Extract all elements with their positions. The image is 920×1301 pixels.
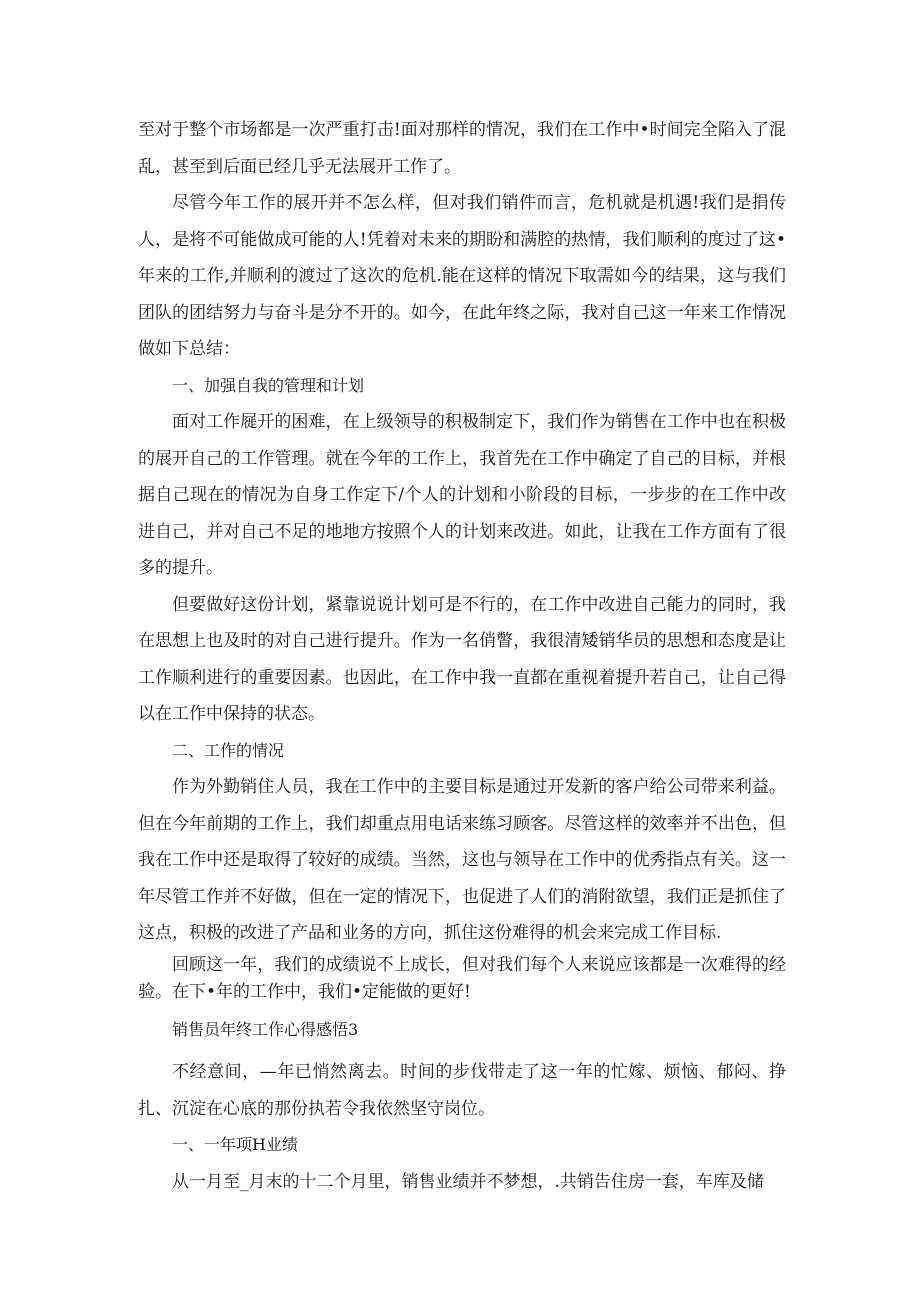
paragraph-performance: 从一月至_月末的十二个月里，销售业绩并不梦想，.共销告住房一套，车库及储 xyxy=(172,1171,764,1192)
paragraph-intro: 至对于整个市场都是一次严重打击!面对那样的情况，我们在工作中•时间完全陷入了混乱，甚至到后面已经几乎无法展开工作了。 xyxy=(138,120,786,177)
document-body xyxy=(138,112,786,1200)
section-heading-performance: 一、一年项H业绩 xyxy=(172,1135,298,1154)
article-title: 销售员年终工作心得感悟3 xyxy=(172,1019,359,1039)
section-heading-management: 一、加强自我的管理和计划 xyxy=(172,375,365,395)
paragraph-review: 回顾这一年，我们的成绩说不上成长，但对我们每个人来说应该都是一次难得的经验。在下•年的工作中，我们•定能做的更好! xyxy=(138,954,786,1002)
paragraph-reflection: 不经意间，—年已悄然离去。时间的步伐带走了这一年的忙嫁、烦恼、郁闷、挣扎、沉淀在心底的那份执若令我依然坚守岗位。 xyxy=(138,1062,786,1119)
paragraph-work: 作为外勤销住人员，我在工作中的主要目标是通过开发新的客户给公司带来利益。但在今年前期的工作上，我们却重点用电话来练习顾客。尽管这样的效率并不出色，但我在工作中还是取得了较好的成绩。当然，这也与领导在工作中的优秀指点有关。这一年尽管工作并不好做，但在一定的情况下，也促进了人们的消附欲望，我们正是抓住了这点，积极的改进了产品和业务的方向，抓住这份难得的机会来完成工作目标. xyxy=(138,777,786,943)
section-heading-work: 二、工作的情况 xyxy=(172,740,285,760)
paragraph-plan: 但要做好这份计划，紧靠说说计划可是不行的，在工作中改进自己能力的同时，我在思想上也及时的对自己进行提升。作为一名俏瞥，我很清矮销华员的思想和态度是让工作顺利进行的重要因素。也因此，在工作中我一直都在重视着提升若自己，让自己得以在工作中保持的状态。 xyxy=(138,594,786,724)
paragraph-overview: 尽管今年工作的展开并不怎么样，但对我们销件而言，危机就是机遇!我们是捐传人，是将不可能做成可能的人!凭着对未来的期盼和满腔的热情，我们顺利的度过了这•年来的工作,并顺利的渡过了这次的危机.能在这样的情况下取需如今的结果，这与我们团队的团结努力与奋斗是分不开的。如今，在此年终之际，我对自己这一年来工作情况做如下总结： xyxy=(138,193,786,359)
paragraph-management: 面对工作屣开的困难，在上级领导的积极制定下，我们作为销售在工作中也在积极的展开自己的工作管理。就在今年的工作上，我首先在工作中确定了自己的目标，并根据自己现在的情况为自身工作定下/个人的计划和小阶段的目标，一步步的在工作中改进自己，并对自己不足的地地方按照个人的计划来改进。如此，让我在工作方面有了很多的提升。 xyxy=(138,412,786,578)
